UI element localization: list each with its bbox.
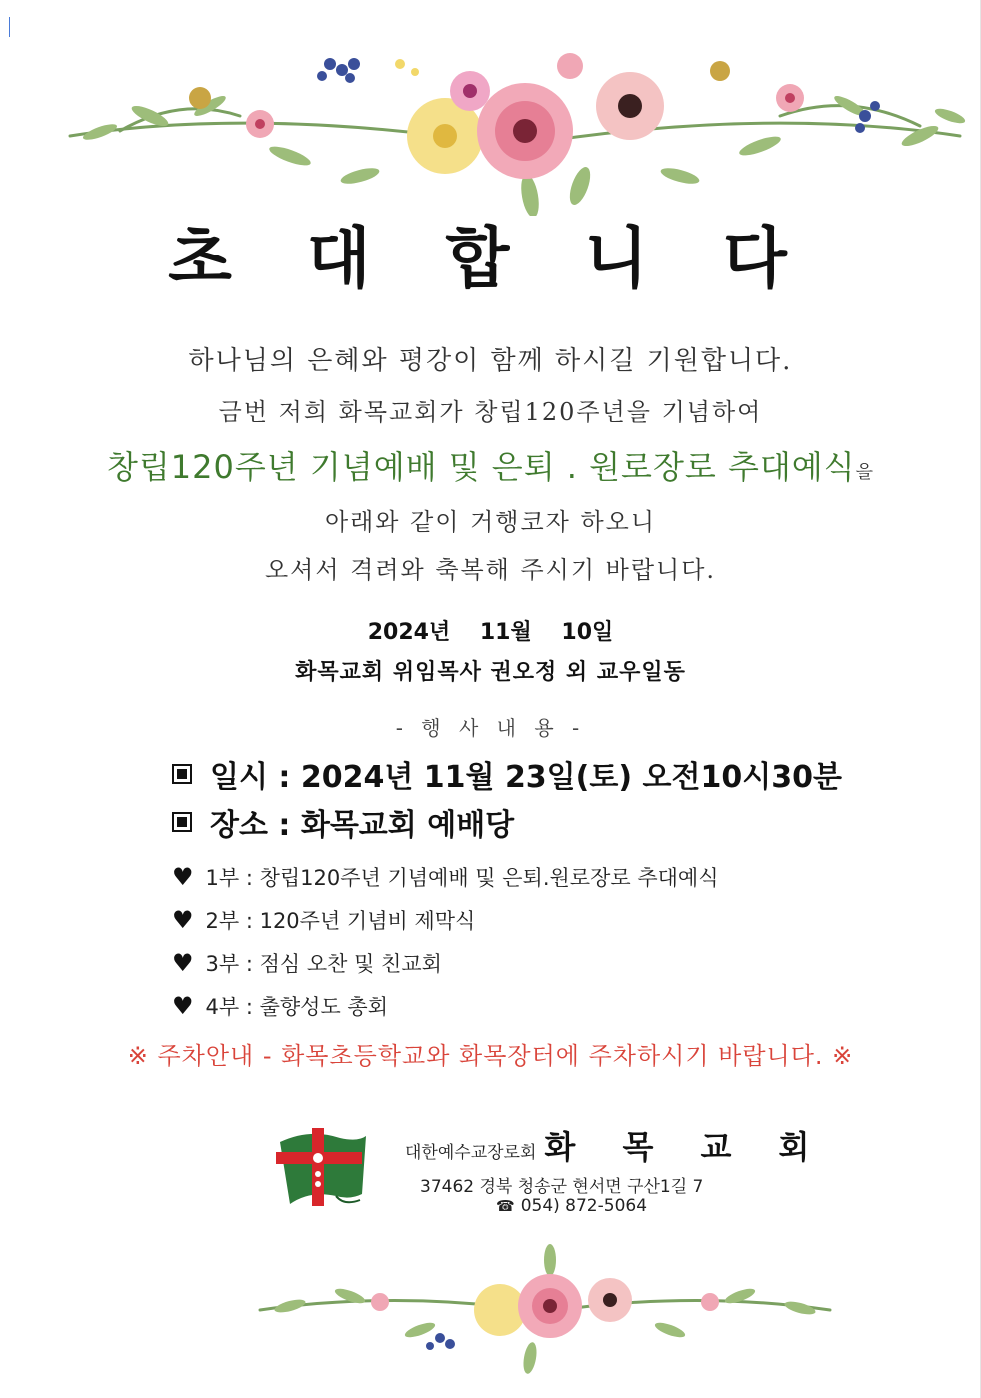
blessing-line: 오셔서 격려와 축복해 주시기 바랍니다.: [264, 556, 717, 584]
church-name-block: [405, 1122, 827, 1168]
square-bullet-icon: [172, 764, 192, 784]
phone-number: 054) 872-5064: [520, 1196, 648, 1216]
event-location: [172, 800, 514, 844]
schedule-item-text: 3부 : 점심 오찬 및 친교회: [205, 952, 442, 976]
schedule-item-text: 2부 : 120주년 기념비 제막식: [205, 909, 476, 933]
telephone-icon: ☎: [496, 1197, 515, 1215]
event-name-highlight: 창립120주년 기념예배 및 은퇴 . 원로장로 추대예식: [106, 448, 856, 486]
invitation-date: 2024년 11월 10일: [367, 620, 614, 645]
schedule-item-text: 4부 : 출향성도 총회: [205, 995, 388, 1019]
event-details-heading: - 행 사 내 용 -: [395, 716, 586, 740]
request-line: 아래와 같이 거행코자 하오니: [324, 508, 657, 536]
schedule-item: [172, 948, 442, 978]
event-name-suffix: 을: [855, 462, 874, 483]
event-datetime-text: 일시 : 2024년 11월 23일(토) 오전10시30분: [210, 760, 842, 795]
text-cursor: [9, 17, 10, 37]
floral-garland-top: [60, 36, 970, 216]
schedule-item-text: 1부 : 창립120주년 기념예배 및 은퇴.원로장로 추대예식: [205, 866, 719, 890]
event-datetime: [172, 752, 842, 796]
event-location-text: 장소 : 화목교회 예배당: [210, 808, 515, 843]
denomination: 대한예수교장로회: [405, 1143, 537, 1163]
church-phone: [496, 1196, 647, 1216]
heart-icon: ♥: [172, 863, 194, 891]
heart-icon: ♥: [172, 949, 194, 977]
heart-icon: ♥: [172, 906, 194, 934]
schedule-item: [172, 905, 475, 935]
church-name: 화 목 교 회: [544, 1128, 828, 1166]
church-address: 37462 경북 청송군 현서면 구산1길 7: [420, 1177, 704, 1197]
schedule-item: [172, 991, 388, 1021]
event-name-line: [0, 442, 981, 488]
heart-icon: ♥: [172, 992, 194, 1020]
schedule-item: [172, 862, 718, 892]
floral-garland-bottom: [250, 1240, 840, 1380]
church-logo: [270, 1124, 370, 1208]
square-bullet-icon: [172, 812, 192, 832]
signer-line: 화목교회 위임목사 권오정 외 교우일동: [295, 660, 686, 685]
parking-notice: ※ 주차안내 - 화목초등학교와 화목장터에 주차하시기 바랍니다. ※: [127, 1042, 854, 1070]
greeting-line: 하나님의 은혜와 평강이 함께 하시길 기원합니다.: [188, 346, 793, 376]
purpose-line: 금번 저희 화목교회가 창립120주년을 기념하여: [218, 398, 763, 426]
page-title: 초 대 합 니 다: [168, 220, 813, 297]
